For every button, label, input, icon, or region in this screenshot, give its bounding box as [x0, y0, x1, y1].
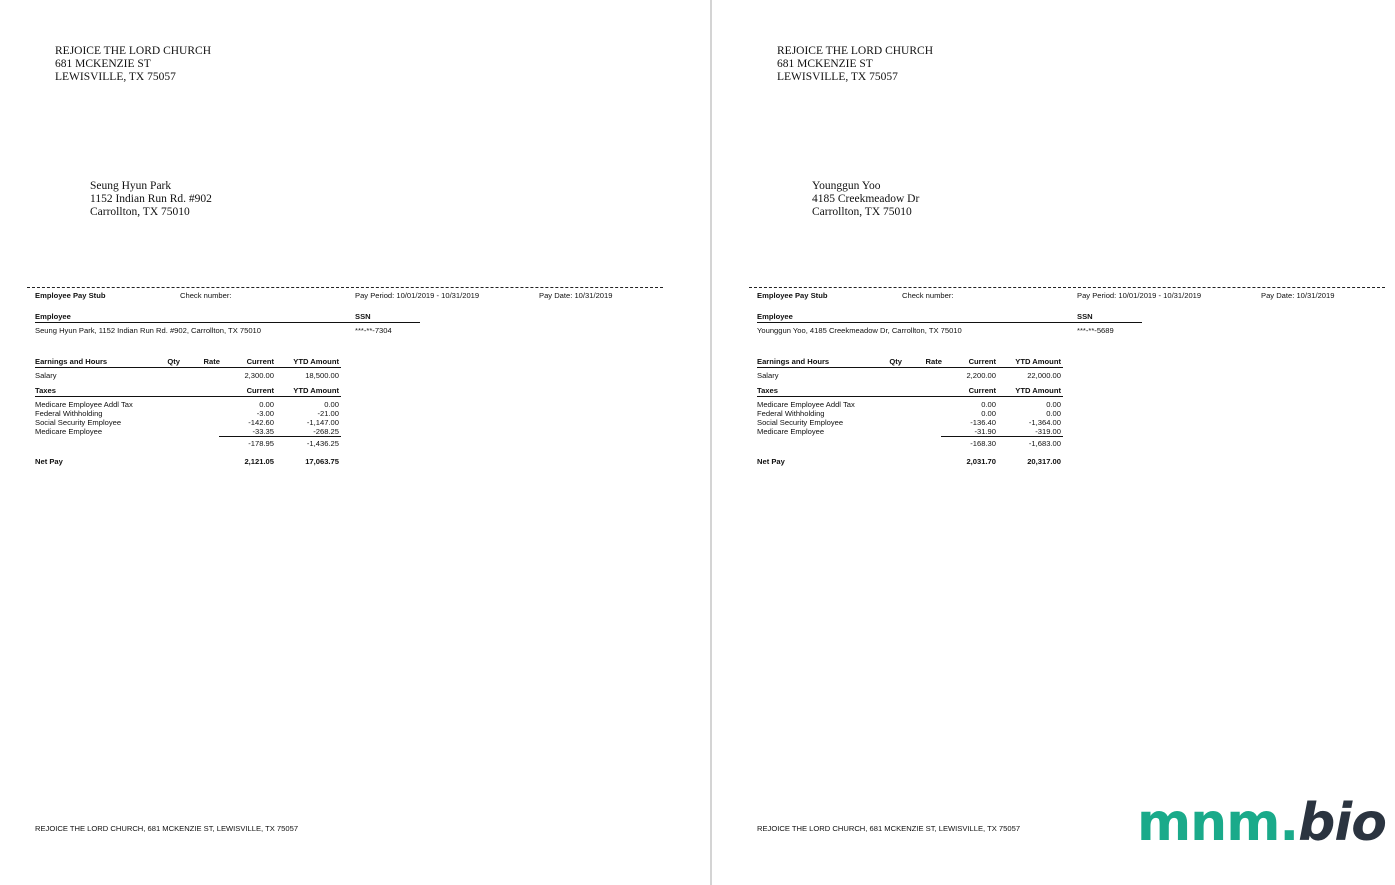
tax-row-ytd: 0.00 — [324, 400, 339, 409]
earnings-rule — [757, 367, 1063, 368]
taxes-current-header: Current — [968, 386, 996, 395]
taxes-ytd-header: YTD Amount — [1015, 386, 1061, 395]
company-address — [55, 45, 211, 84]
tax-row-ytd: -1,364.00 — [1028, 418, 1061, 427]
company-street: 681 MCKENZIE ST — [55, 58, 151, 70]
company-street: 681 MCKENZIE ST — [777, 58, 873, 70]
employee-mailing-address — [90, 180, 212, 219]
tax-row-ytd: -21.00 — [317, 409, 339, 418]
taxes-total-rule — [941, 436, 1063, 437]
qty-header: Qty — [889, 357, 902, 366]
employee-name: Seung Hyun Park — [90, 180, 172, 192]
company-city: LEWISVILLE, TX 75057 — [55, 71, 176, 83]
employee-mailing-address — [812, 180, 919, 219]
tax-row-name: Social Security Employee — [35, 418, 122, 427]
watermark-logo — [1137, 793, 1386, 853]
tax-row-current: 0.00 — [981, 400, 996, 409]
taxes-total-current: -178.95 — [248, 439, 274, 448]
tax-row-ytd: 0.00 — [1046, 400, 1061, 409]
taxes-rule — [35, 396, 341, 397]
page-footer: REJOICE THE LORD CHURCH, 681 MCKENZIE ST, LEWISVILLE, TX 75057 — [35, 824, 299, 833]
rate-header: Rate — [925, 357, 942, 366]
net-pay-ytd: 20,317.00 — [1027, 457, 1061, 466]
watermark-accent: bio — [1298, 793, 1386, 853]
employee-info: Younggun Yoo, 4185 Creekmeadow Dr, Carrollton, TX 75010 — [757, 326, 962, 335]
tax-row-name: Social Security Employee — [757, 418, 844, 427]
company-name: REJOICE THE LORD CHURCH — [777, 45, 934, 57]
perforation-line — [27, 287, 663, 288]
employee-section-label: Employee — [757, 312, 793, 321]
tax-row-current: -142.60 — [248, 418, 274, 427]
stub-title: Employee Pay Stub — [757, 291, 828, 300]
tax-row-current: -31.90 — [974, 427, 996, 436]
tax-row-name: Medicare Employee — [35, 427, 103, 436]
employee-info: Seung Hyun Park, 1152 Indian Run Rd. #902, Carrollton, TX 75010 — [35, 326, 261, 335]
current-header: Current — [968, 357, 996, 366]
tax-row-current: 0.00 — [259, 400, 274, 409]
current-header: Current — [246, 357, 274, 366]
taxes-header: Taxes — [757, 386, 778, 395]
check-number-label: Check number: — [180, 291, 232, 300]
tax-row-current: -33.35 — [252, 427, 274, 436]
pay-period: Pay Period: 10/01/2019 - 10/31/2019 — [1077, 291, 1202, 300]
company-name: REJOICE THE LORD CHURCH — [55, 45, 212, 57]
check-number-label: Check number: — [902, 291, 954, 300]
employee-name: Younggun Yoo — [812, 180, 881, 192]
tax-row-current: -3.00 — [256, 409, 274, 418]
taxes-rule — [757, 396, 1063, 397]
taxes-ytd-header: YTD Amount — [293, 386, 339, 395]
net-pay-label: Net Pay — [757, 457, 785, 466]
tax-row-name: Medicare Employee Addl Tax — [757, 400, 855, 409]
pay-stub-page-2 — [722, 0, 1395, 885]
employee-city: Carrollton, TX 75010 — [90, 206, 190, 218]
tax-row-current: 0.00 — [981, 409, 996, 418]
earnings-header: Earnings and Hours — [35, 357, 108, 366]
earnings-row-current: 2,200.00 — [966, 371, 996, 380]
perforation-line — [749, 287, 1385, 288]
tax-row-name: Medicare Employee — [757, 427, 825, 436]
company-city: LEWISVILLE, TX 75057 — [777, 71, 898, 83]
tax-row-ytd: -319.00 — [1035, 427, 1061, 436]
net-pay-label: Net Pay — [35, 457, 63, 466]
taxes-total-ytd: -1,683.00 — [1028, 439, 1061, 448]
taxes-total-rule — [219, 436, 341, 437]
tax-row-ytd: 0.00 — [1046, 409, 1061, 418]
net-pay-ytd: 17,063.75 — [305, 457, 339, 466]
employee-street: 1152 Indian Run Rd. #902 — [90, 193, 212, 205]
rate-header: Rate — [203, 357, 220, 366]
pay-period: Pay Period: 10/01/2019 - 10/31/2019 — [355, 291, 480, 300]
earnings-row-current: 2,300.00 — [244, 371, 274, 380]
pay-date: Pay Date: 10/31/2019 — [1261, 291, 1335, 300]
taxes-header: Taxes — [35, 386, 56, 395]
earnings-rule — [35, 367, 341, 368]
earnings-row-ytd: 18,500.00 — [305, 371, 339, 380]
employee-section-label: Employee — [35, 312, 71, 321]
earnings-row-name: Salary — [35, 371, 57, 380]
employee-city: Carrollton, TX 75010 — [812, 206, 912, 218]
page-footer: REJOICE THE LORD CHURCH, 681 MCKENZIE ST, LEWISVILLE, TX 75057 — [757, 824, 1021, 833]
employee-section-rule — [35, 322, 420, 323]
company-address — [777, 45, 933, 84]
ssn-label: SSN — [1077, 312, 1093, 321]
ssn-value: ***-**-7304 — [355, 326, 392, 335]
tax-row-name: Federal Withholding — [35, 409, 103, 418]
tax-row-ytd: -1,147.00 — [306, 418, 339, 427]
employee-street: 4185 Creekmeadow Dr — [812, 193, 920, 205]
tax-row-name: Medicare Employee Addl Tax — [35, 400, 133, 409]
ytd-header: YTD Amount — [293, 357, 339, 366]
ssn-value: ***-**-5689 — [1077, 326, 1114, 335]
taxes-current-header: Current — [246, 386, 274, 395]
earnings-row-ytd: 22,000.00 — [1027, 371, 1061, 380]
net-pay-current: 2,031.70 — [966, 457, 996, 466]
page-divider — [710, 0, 712, 885]
ssn-label: SSN — [355, 312, 371, 321]
tax-row-ytd: -268.25 — [313, 427, 339, 436]
pay-date: Pay Date: 10/31/2019 — [539, 291, 613, 300]
tax-row-current: -136.40 — [970, 418, 996, 427]
qty-header: Qty — [167, 357, 180, 366]
earnings-header: Earnings and Hours — [757, 357, 830, 366]
net-pay-current: 2,121.05 — [244, 457, 274, 466]
employee-section-rule — [757, 322, 1142, 323]
stub-title: Employee Pay Stub — [35, 291, 106, 300]
page-gutter — [708, 0, 722, 885]
watermark-main: mnm. — [1137, 793, 1299, 853]
taxes-total-current: -168.30 — [970, 439, 996, 448]
ytd-header: YTD Amount — [1015, 357, 1061, 366]
tax-row-name: Federal Withholding — [757, 409, 825, 418]
taxes-total-ytd: -1,436.25 — [306, 439, 339, 448]
earnings-row-name: Salary — [757, 371, 779, 380]
